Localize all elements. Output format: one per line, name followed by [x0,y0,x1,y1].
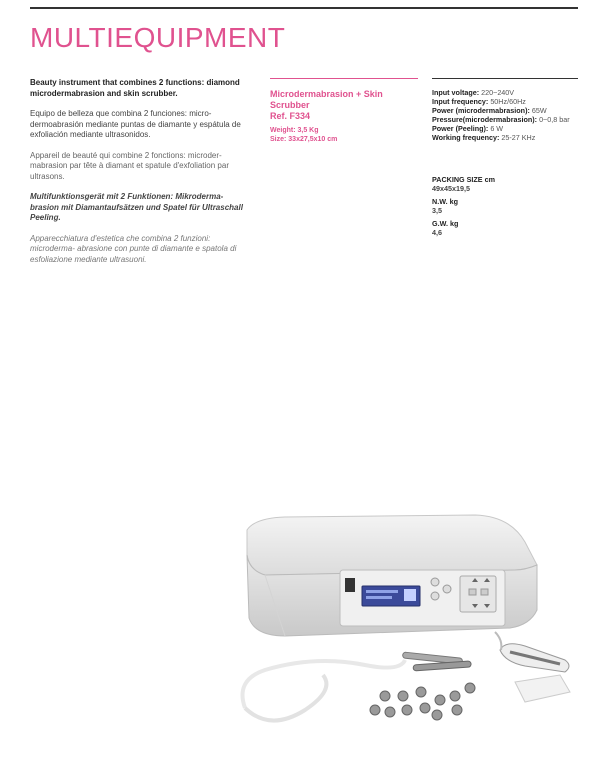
packing-size-value: 49x45x19,5 [432,184,470,193]
description-fr: Appareil de beauté qui combine 2 fonctions: microder-mabrasion par tête à diamant et spatule d'exfoliation par ultrasons. [30,150,229,181]
gross-weight-label: G.W. kg [432,219,459,228]
spec-row: Pressure(microdermabrasion): 0~0,8 bar [432,115,570,124]
product-dimensions [270,126,418,144]
product-ref: Ref. F334 [270,111,311,121]
diamond-tips [370,683,475,720]
spec-row: Input voltage: 220~240V [432,88,515,97]
page-title: MULTIEQUIPMENT [30,22,286,53]
tube [243,660,406,708]
product-photo [225,500,585,770]
spec-row: Power (Peeling): 6 W [432,124,504,133]
power-switch [345,578,355,592]
product-column [270,78,418,144]
keypad [460,576,496,612]
specs-rule [432,78,578,79]
product-weight: Weight: 3,5 Kg [270,127,319,134]
description-column [30,78,252,275]
packing-size-label: PACKING SIZE cm [432,175,495,184]
gross-weight-value: 4,6 [432,228,442,237]
product-name: Microdermabrasion + Skin Scrubber Ref. F334 [270,89,418,122]
description-es: Equipo de belleza que combina 2 funciones: micro-dermoabrasión mediante puntas de diamante y espátula de exfoliación mediante ultrasonidos. [30,109,241,139]
net-weight-value: 3,5 [432,206,442,215]
button-icon [443,585,451,593]
button-icon [431,592,439,600]
product-rule [270,78,418,79]
description-en: Beauty instrument that combines 2 functions: diamond microdermabrasion and skin scrubber. [30,78,240,98]
net-weight-label: N.W. kg [432,197,458,206]
spec-row: Working frequency: 25-27 KHz [432,133,536,142]
top-rule [30,7,578,9]
description-it: Apparecchiatura d'estetica che combina 2 funzioni: microderma- abrasione con punte di diamante e spatola di esfoliazione mediante ultrasuoni. [30,233,237,264]
description-de: Multifunktionsgerät mit 2 Funktionen: Mikroderma-brasion mit Diamantaufsätzen und Spatel für Ultraschall Peeling. [30,192,243,222]
diamond-handpieces [402,652,471,671]
button-icon [431,578,439,586]
packing-info [432,175,578,237]
spec-row: Power (microdermabrasion): 65W [432,106,547,115]
product-size: Size: 33x27,5x10 cm [270,136,338,143]
spec-row: Input frequency: 50Hz/60Hz [432,97,526,106]
skin-scrubber [495,632,570,702]
specs-column [432,78,578,241]
control-panel [340,570,505,626]
